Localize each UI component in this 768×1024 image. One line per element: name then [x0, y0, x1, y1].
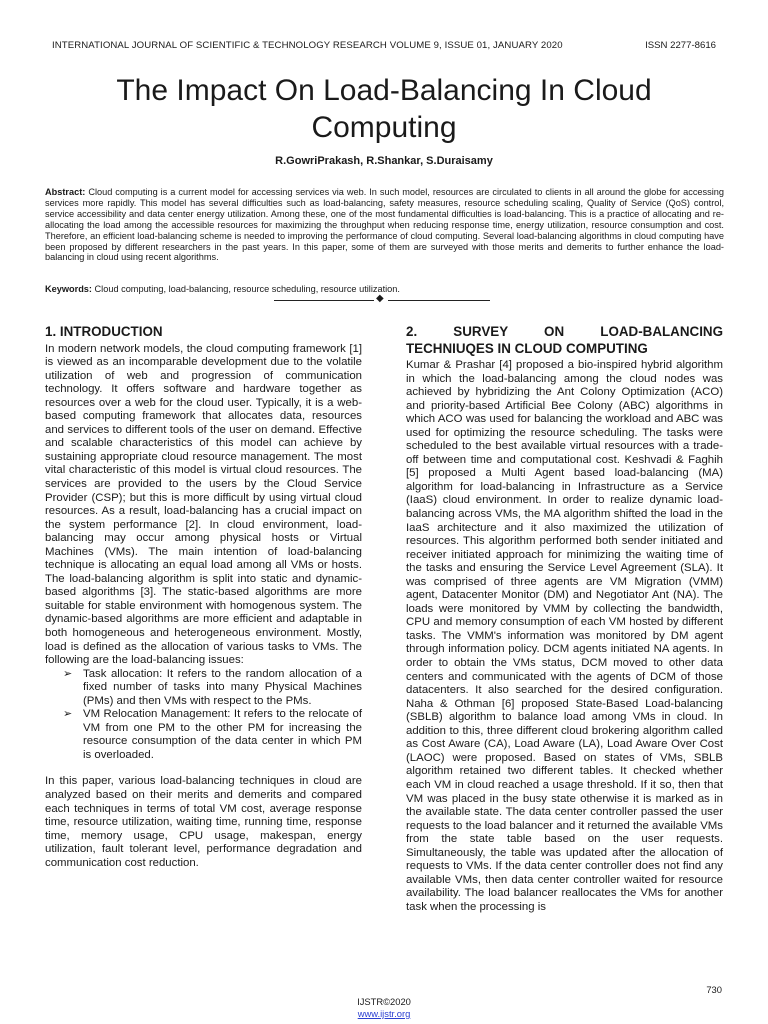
- abstract: [45, 187, 724, 263]
- paper-title: The Impact On Load-Balancing In Cloud Computing: [116, 74, 652, 144]
- keywords-label: Keywords:: [45, 284, 92, 294]
- journal-header: INTERNATIONAL JOURNAL OF SCIENTIFIC & TECHNOLOGY RESEARCH VOLUME 9, ISSUE 01, JANUARY 2020: [52, 40, 563, 51]
- author-list: R.GowriPrakash, R.Shankar, S.Duraisamy: [275, 155, 493, 167]
- bullet-arrow-icon: ➢: [63, 708, 73, 721]
- footer-link[interactable]: www.ijstr.org: [357, 1008, 411, 1019]
- list-item: [63, 667, 362, 709]
- abstract-text: Cloud computing is a current model for accessing services via web. In such model, resources are circulated to clients in all around the globe for accessing services more rapidly. This model has several difficulties such as load-balancing, safety measures, resource scheduling scaling, Quality of Service (QoS) control, service accessibility and data center energy utilization. Among these, one of the most fundamental difficulties is load-balancing. This is a practice of allocating and re-allocating the load among the accessible resources for maximizing the throughput when reducing response time, energy utilization, resource consumption and cost. Therefore, an efficient load-balancing scheme is needed to improving the performance of cloud computing. Several load-balancing algorithms in cloud computing have been proposed by different researchers in the past years. In this paper, some of them are surveyed with those merits and demerits to further enhance the load-balancing in cloud using recent algorithms.: [45, 187, 724, 263]
- load-balancing-issues-list: [45, 668, 362, 763]
- section-1-paragraph-1: In modern network models, the cloud computing framework [1] is viewed as an incomparable development due to the volatile utilization of web and progression of communication technology. It offers software and hardware together as resources over a web for the cloud user. Typically, it is a web-based computing framework that allocates data, resources and services to different tools of the user on demand. Effective and scalable characteristics of this model can achieve by sustaining appropriate cloud resource management. The most vital characteristic of this model is virtual cloud resources. The services are provided to the users by the Cloud Service Provider (CSP); but this is more difficult by using virtual cloud resources. As a result, load-balancing has a crucial impact on the system performance [2]. In cloud environment, load-balancing may occur among physical hosts or Virtual Machines (VMs). The main intention of load-balancing technique is allocating an equal load among all VMs or hosts. The load-balancing algorithm is split into static and dynamic-based algorithms [3]. The static-based algorithms are more suitable for stable environment with homogenous system. The dynamic-based algorithms are more efficient and adaptable in both homogeneous and heterogeneous environment. Mostly, load is defined as the allocation of various tasks to VMs. The following are the load-balancing issues:: [45, 342, 362, 667]
- footer-copyright: IJSTR©2020: [357, 996, 411, 1007]
- list-item-text: Task allocation: It refers to the random allocation of a fixed number of tasks into many Physical Machines (PMs) and then VMs with respect to the PMs.: [83, 667, 362, 707]
- section-2-paragraph-1: Kumar & Prashar [4] proposed a bio-inspired hybrid algorithm in which the load-balancing among the cloud nodes was achieved by hybridizing the Ant Colony Optimization (ACO) and priority-based Artificial Bee Colony (ABC) algorithms in which ACO was used for balancing the workload and ABC was used for optimizing the resource scheduling. The tasks were scheduled to the best available virtual resources with a trade-off between time and computational cost. Keshvadi & Faghih [5] proposed a Multi Agent based load-balancing (MA) algorithm for load-balancing in Infrastructure as a Service (IaaS) cloud environment. In order to realize dynamic load-balancing across VMs, the MA algorithm shifted the load in the IaaS architecture and it also maximized the utilization of resources. This algorithm performed both sender initiated and receiver initiated approach for minimizing the waiting time of the tasks and ensuring the Service Level Agreement (SLA). It was comprised of three agents are VM Migration (VMM) agent, Datacenter Monitor (DM) and Negotiator Ant (NA). The loads were monitored by VMM by collecting the bandwidth, CPU and memory consumption of each VM hosted by different tasks. The VMM's information was monitored by DM agent through information policy. DCM agents initiated NA agents. In order to obtain the VMs status, DCM moved to other data centers and communicated with the agents of DCM of those datacenters. It also searched for the desired configuration. Naha & Othman [6] proposed State-Based Load-balancing (SBLB) algorithm to balance load among VMs in cloud. In addition to this, three different cloud brokering algorithm called as Cost Aware (CA), Load Aware (LA), Load Aware Over Cost (LAOC) were proposed. Based on states of VMs, SBLB algorithm retained two different tables. It checked whether each VM in cloud reached a usage threshold. If it so, then that VM was placed in the busy state otherwise it is marked as in the available state. The data center controller passed the user requests to the load balancer and it returned the available VMs from the state table based on the user requests. Simultaneously, the table was updated after the allocation of requests to VMs. If the data center controller does not find any available VMs, then data center controller waited for resource availability. The load balancer reallocates the VMs for another task when the processing is: [406, 359, 723, 913]
- list-item-text: VM Relocation Management: It refers to the relocate of VM from one PM to the other PM for increasing the resource consumption of the data center in which PM is overloaded.: [83, 708, 362, 761]
- section-2-heading-line-1: 2. SURVEY ON LOAD-BALANCING: [406, 324, 723, 339]
- section-divider: [274, 293, 490, 306]
- keywords-text: Cloud computing, load-balancing, resource scheduling, resource utilization.: [94, 284, 400, 294]
- section-2-heading-line-2: TECHNIUQES IN CLOUD COMPUTING: [406, 340, 648, 356]
- bullet-arrow-icon: ➢: [63, 667, 73, 680]
- page-number: 730: [706, 984, 722, 995]
- list-item: [63, 708, 362, 762]
- right-column: [406, 324, 723, 914]
- issn-label: ISSN 2277-8616: [645, 40, 716, 51]
- section-1-heading: 1. INTRODUCTION: [45, 324, 163, 339]
- divider-diamond-icon: ◆: [376, 293, 384, 304]
- page-footer: [0, 996, 768, 1020]
- left-column: [45, 324, 362, 870]
- section-1-paragraph-2: In this paper, various load-balancing techniques in cloud are analyzed based on their merits and demerits and compared each techniques in terms of total VM cost, average response time, resource utilization, waiting time, running time, response time, memory usage, CPU usage, makespan, energy utilization, fault tolerant level, performance degradation and communication cost reduction.: [45, 775, 362, 869]
- section-2-heading: [406, 324, 723, 357]
- keywords: [45, 284, 724, 294]
- abstract-label: Abstract:: [45, 187, 86, 197]
